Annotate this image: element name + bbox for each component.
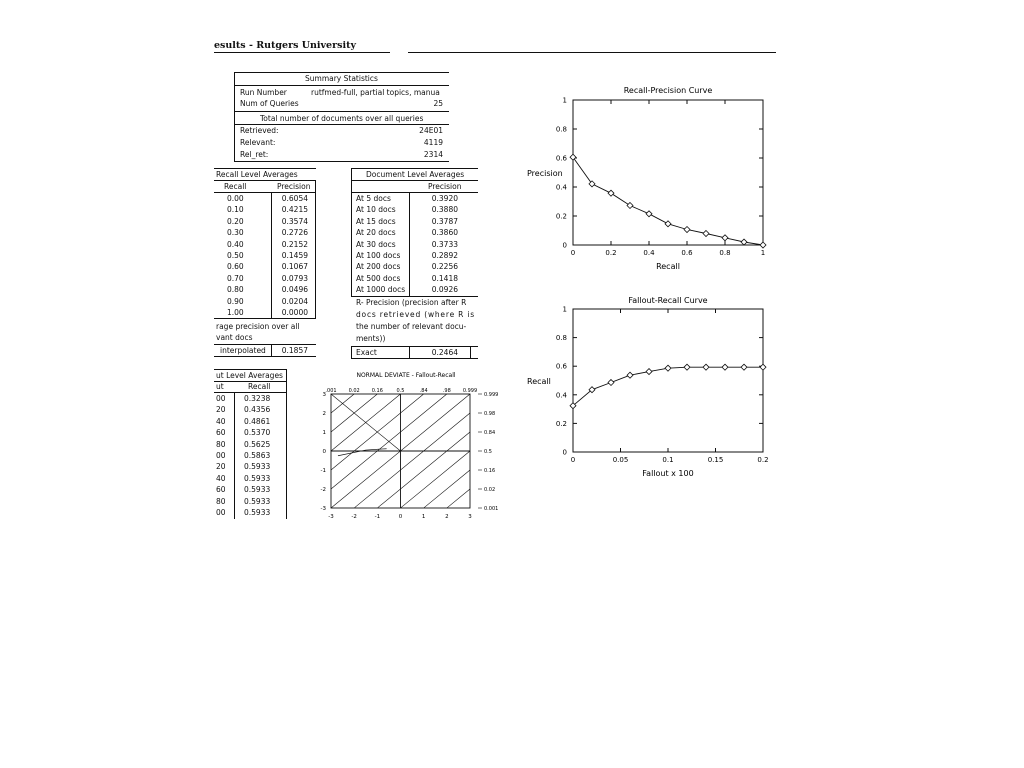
y-tick-label: 0 bbox=[562, 448, 567, 457]
data-point-marker bbox=[627, 202, 633, 208]
doc-row-value: 0.2256 bbox=[431, 262, 458, 272]
recall-row-value: 0.0000 bbox=[281, 308, 308, 317]
data-point-marker bbox=[703, 231, 709, 237]
recall-row-label: 1.00 bbox=[227, 308, 244, 317]
recall-row-label: 0.60 bbox=[227, 262, 244, 272]
x-tick-label: 0.2 bbox=[605, 249, 617, 257]
avg-precision-line2: vant docs bbox=[216, 333, 253, 342]
series-line bbox=[573, 367, 763, 406]
docs-title-rule bbox=[234, 124, 449, 125]
normal-top-tick-label: .001 bbox=[325, 388, 337, 394]
normal-x-tick-label: 3 bbox=[468, 514, 472, 520]
normal-top-tick-label: .98 bbox=[442, 388, 451, 394]
normal-right-tick-label: 0.999 bbox=[484, 392, 499, 398]
recall-row-label: 0.30 bbox=[227, 228, 244, 238]
y-tick-label: 1 bbox=[562, 96, 567, 105]
doc-row-label: At 30 docs bbox=[356, 239, 396, 249]
doc-bottom-rule bbox=[351, 296, 478, 297]
fallout-row-label: 80 bbox=[216, 439, 226, 449]
y-tick-label: 0.6 bbox=[555, 154, 567, 163]
fallout-row-label: 40 bbox=[216, 473, 226, 483]
doc-row-value: 0.3880 bbox=[431, 205, 458, 215]
x-tick-label: 0.4 bbox=[643, 249, 655, 257]
data-point-marker bbox=[760, 242, 766, 248]
recall-precision-chart bbox=[520, 80, 780, 275]
fr-title: Fallout-Recall Curve bbox=[628, 296, 708, 305]
recall-row-value: 0.0204 bbox=[281, 296, 308, 306]
recall-row-label: 0.10 bbox=[227, 205, 244, 215]
queries-value: 25 bbox=[433, 99, 443, 108]
doc-title-rule bbox=[351, 180, 478, 181]
y-tick-label: 0.2 bbox=[555, 419, 567, 428]
docs-title: Total number of documents over all queries bbox=[260, 114, 424, 123]
doc-row-label: At 5 docs bbox=[356, 194, 391, 203]
interp-divider bbox=[271, 344, 272, 356]
normal-right-tick-label: 0.001 bbox=[484, 506, 499, 512]
data-point-marker bbox=[570, 154, 576, 160]
summary-top-rule bbox=[234, 72, 449, 73]
doc-row-label: At 100 docs bbox=[356, 251, 401, 260]
recall-row-label: 0.40 bbox=[227, 239, 244, 249]
recall-col2: Precision bbox=[277, 182, 311, 191]
data-point-marker bbox=[703, 364, 709, 370]
data-point-marker bbox=[608, 190, 614, 196]
data-point-marker bbox=[684, 227, 690, 233]
x-tick-label: 0.6 bbox=[681, 249, 693, 257]
interp-label: interpolated bbox=[220, 346, 266, 355]
data-point-marker bbox=[665, 221, 671, 227]
fallout-row-value: 0.5933 bbox=[244, 473, 271, 483]
data-point-marker bbox=[646, 211, 652, 217]
normal-top-tick-label: 0.16 bbox=[371, 388, 383, 394]
summary-title: Summary Statistics bbox=[305, 74, 378, 83]
doc-row-value: 0.3733 bbox=[431, 239, 458, 249]
fallout-top-rule bbox=[214, 369, 287, 370]
recall-row-label: 0.20 bbox=[227, 216, 244, 226]
interp-value: 0.1857 bbox=[281, 346, 308, 355]
doc-row-label: At 200 docs bbox=[356, 262, 401, 272]
y-tick-label: 1 bbox=[562, 305, 567, 314]
recall-row-value: 0.4215 bbox=[281, 205, 308, 215]
fallout-row-value: 0.4861 bbox=[244, 416, 271, 426]
recall-row-label: 0.00 bbox=[227, 194, 244, 203]
y-tick-label: 0.2 bbox=[555, 212, 567, 221]
retrieved-label: Retrieved: bbox=[240, 126, 279, 135]
doc-row-label: At 15 docs bbox=[356, 216, 396, 226]
recall-bottom-rule bbox=[214, 318, 316, 319]
data-point-marker bbox=[646, 369, 652, 375]
fallout-row-value: 0.5933 bbox=[244, 496, 271, 506]
fr-ylabel: Recall bbox=[527, 377, 551, 386]
fallout-head-rule bbox=[214, 392, 287, 393]
fallout-row-value: 0.5863 bbox=[244, 451, 271, 460]
doc-row-label: At 500 docs bbox=[356, 273, 401, 283]
normal-x-tick-label: -3 bbox=[328, 514, 334, 520]
data-point-marker bbox=[684, 364, 690, 370]
x-tick-label: 0.8 bbox=[719, 249, 731, 257]
rp-xlabel: Recall bbox=[656, 262, 680, 271]
normal-right-tick-label: 0.16 bbox=[484, 468, 496, 474]
x-tick-label: 0.05 bbox=[612, 456, 629, 464]
exact-bottom-rule bbox=[351, 358, 478, 359]
fallout-row-label: 20 bbox=[216, 462, 226, 472]
data-point-marker bbox=[627, 372, 633, 378]
data-point-marker bbox=[722, 235, 728, 241]
x-tick-label: 0.15 bbox=[707, 456, 724, 464]
doc-col2: Precision bbox=[428, 182, 462, 191]
normal-y-tick-label: 2 bbox=[322, 411, 326, 417]
relevant-value: 4119 bbox=[423, 138, 443, 147]
recall-title-rule bbox=[214, 180, 316, 181]
summary-left-rule-2 bbox=[234, 111, 235, 161]
fallout-row-value: 0.5933 bbox=[244, 485, 271, 495]
fallout-row-value: 0.5933 bbox=[244, 508, 271, 517]
relevant-label: Relevant: bbox=[240, 138, 276, 147]
relret-value: 2314 bbox=[423, 150, 443, 159]
rp-title: Recall-Precision Curve bbox=[623, 86, 713, 95]
normal-deviate-plot bbox=[310, 366, 500, 526]
recall-row-value: 0.1459 bbox=[281, 251, 308, 260]
data-point-marker bbox=[741, 239, 747, 245]
normal-y-tick-label: -3 bbox=[320, 506, 326, 512]
summary-title-rule bbox=[234, 85, 449, 86]
recall-right-rule bbox=[315, 180, 316, 318]
recall-col1: Recall bbox=[224, 182, 247, 191]
recall-row-label: 0.80 bbox=[227, 285, 244, 295]
header-rule-2 bbox=[408, 52, 776, 53]
y-tick-label: 0 bbox=[562, 241, 567, 250]
fallout-row-label: 00 bbox=[216, 508, 226, 517]
run-label: Run Number bbox=[240, 88, 287, 97]
x-tick-label: 0 bbox=[570, 249, 576, 257]
exact-left-rule bbox=[351, 346, 352, 358]
normal-curve bbox=[338, 449, 387, 456]
y-tick-label: 0.4 bbox=[555, 183, 567, 192]
normal-top-tick-label: 0.999 bbox=[462, 388, 478, 394]
recall-row-label: 0.50 bbox=[227, 251, 244, 260]
normal-diagonal bbox=[424, 470, 470, 508]
data-point-marker bbox=[722, 364, 728, 370]
fallout-row-label: 00 bbox=[216, 451, 226, 460]
fallout-row-value: 0.5933 bbox=[244, 462, 271, 472]
exact-value: 0.2464 bbox=[431, 348, 458, 357]
fallout-recall-chart bbox=[520, 290, 780, 480]
data-point-marker bbox=[665, 365, 671, 371]
fallout-row-label: 60 bbox=[216, 428, 226, 438]
doc-row-label: At 20 docs bbox=[356, 228, 396, 238]
doc-top-rule bbox=[351, 168, 478, 169]
normal-right-tick-label: 0.02 bbox=[484, 487, 496, 493]
relret-label: Rel_ret: bbox=[240, 150, 269, 159]
normal-diagonal bbox=[401, 451, 470, 508]
normal-top-tick-label: 0.02 bbox=[348, 388, 360, 394]
recall-row-value: 0.0496 bbox=[281, 285, 308, 295]
fallout-row-value: 0.5625 bbox=[244, 439, 271, 449]
run-value: rutfmed-full, partial topics, manua bbox=[311, 88, 440, 97]
normal-x-tick-label: -2 bbox=[351, 514, 357, 520]
exact-right-rule bbox=[470, 346, 471, 358]
normal-y-tick-label: -2 bbox=[320, 487, 326, 493]
normal-top-tick-label: 0.5 bbox=[396, 388, 405, 394]
doc-row-value: 0.3920 bbox=[431, 194, 458, 203]
fallout-row-label: 80 bbox=[216, 496, 226, 506]
rprec-line4: ments)) bbox=[356, 334, 386, 343]
rp-ylabel: Precision bbox=[527, 169, 563, 178]
doc-row-value: 0.0926 bbox=[431, 285, 458, 295]
interp-bottom-rule bbox=[214, 356, 316, 357]
y-tick-label: 0.8 bbox=[555, 334, 567, 343]
series-line bbox=[573, 157, 763, 245]
y-tick-label: 0.8 bbox=[555, 125, 567, 134]
doc-row-value: 0.1418 bbox=[431, 273, 458, 283]
page-header: esults - Rutgers University bbox=[214, 40, 356, 51]
x-tick-label: 0 bbox=[570, 456, 576, 464]
normal-y-tick-label: 1 bbox=[322, 430, 326, 436]
recall-row-value: 0.0793 bbox=[281, 273, 308, 283]
fallout-row-value: 0.5370 bbox=[244, 428, 271, 438]
fallout-row-label: 20 bbox=[216, 405, 226, 415]
normal-y-tick-label: 3 bbox=[322, 392, 326, 398]
recall-table-title: Recall Level Averages bbox=[216, 170, 298, 179]
interp-top-rule bbox=[214, 344, 316, 345]
doc-col-divider bbox=[409, 192, 410, 296]
data-point-marker bbox=[589, 181, 595, 187]
fallout-col2: Recall bbox=[248, 382, 271, 391]
doc-left-rule bbox=[351, 168, 352, 296]
fr-xlabel: Fallout x 100 bbox=[642, 469, 694, 478]
normal-right-tick-label: 0.5 bbox=[484, 449, 492, 455]
normal-top-tick-label: .84 bbox=[419, 388, 428, 394]
normal-right-tick-label: 0.98 bbox=[484, 411, 496, 417]
recall-head-rule bbox=[214, 192, 316, 193]
normal-x-tick-label: -1 bbox=[374, 514, 381, 520]
retrieved-value: 24E01 bbox=[419, 126, 443, 135]
recall-row-label: 0.70 bbox=[227, 273, 244, 283]
fallout-row-value: 0.4356 bbox=[244, 405, 271, 415]
doc-row-value: 0.2892 bbox=[431, 251, 458, 260]
exact-label: Exact bbox=[356, 348, 377, 357]
normal-x-tick-label: 2 bbox=[445, 514, 449, 520]
avg-precision-line1: rage precision over all bbox=[216, 322, 300, 331]
normal-plot-title: NORMAL DEVIATE - Fallout-Recall bbox=[356, 372, 456, 379]
normal-right-tick-label: 0.84 bbox=[484, 430, 496, 436]
exact-top-rule bbox=[351, 346, 478, 347]
data-point-marker bbox=[608, 379, 614, 385]
doc-head-rule bbox=[351, 192, 478, 193]
fallout-col-divider bbox=[234, 392, 235, 519]
summary-mid-rule bbox=[234, 111, 449, 112]
rprec-line1: R- Precision (precision after R bbox=[356, 298, 467, 307]
x-tick-label: 0.1 bbox=[662, 456, 674, 464]
normal-y-tick-label: 0 bbox=[322, 449, 326, 455]
summary-left-rule bbox=[234, 72, 235, 112]
recall-row-value: 0.2152 bbox=[281, 239, 308, 249]
fallout-row-value: 0.3238 bbox=[244, 394, 271, 403]
x-tick-label: 1 bbox=[760, 249, 766, 257]
recall-row-label: 0.90 bbox=[227, 296, 244, 306]
queries-label: Num of Queries bbox=[240, 99, 299, 108]
recall-top-rule bbox=[214, 168, 316, 169]
doc-row-label: At 1000 docs bbox=[356, 285, 406, 295]
recall-row-value: 0.6054 bbox=[281, 194, 308, 203]
recall-row-value: 0.3574 bbox=[281, 216, 308, 226]
data-point-marker bbox=[741, 364, 747, 370]
fallout-row-label: 00 bbox=[216, 394, 226, 403]
fallout-table-title: ut Level Averages bbox=[216, 371, 283, 380]
y-tick-label: 0.4 bbox=[555, 391, 567, 400]
header-rule-1 bbox=[214, 52, 390, 53]
data-point-marker bbox=[760, 364, 766, 370]
rprec-line2: docs retrieved (where R is bbox=[356, 310, 475, 319]
normal-x-tick-label: 1 bbox=[421, 514, 426, 520]
exact-divider bbox=[409, 346, 410, 358]
doc-row-label: At 10 docs bbox=[356, 205, 396, 215]
rprec-line3: the number of relevant docu- bbox=[356, 322, 467, 331]
x-tick-label: 0.2 bbox=[757, 456, 769, 464]
doc-row-value: 0.3787 bbox=[431, 216, 458, 226]
doc-row-value: 0.3860 bbox=[431, 228, 458, 238]
summary-bottom-rule bbox=[234, 161, 449, 162]
normal-diagonal bbox=[447, 489, 470, 508]
fallout-row-label: 40 bbox=[216, 416, 226, 426]
recall-row-value: 0.2726 bbox=[281, 228, 308, 238]
fallout-row-label: 60 bbox=[216, 485, 226, 495]
normal-y-tick-label: -1 bbox=[320, 468, 326, 474]
fallout-col1: ut bbox=[216, 382, 224, 391]
normal-x-tick-label: 0 bbox=[398, 514, 403, 520]
doc-table-title: Document Level Averages bbox=[366, 170, 465, 179]
plot-frame bbox=[573, 309, 763, 452]
recall-row-value: 0.1067 bbox=[281, 262, 308, 272]
y-tick-label: 0.6 bbox=[555, 362, 567, 371]
